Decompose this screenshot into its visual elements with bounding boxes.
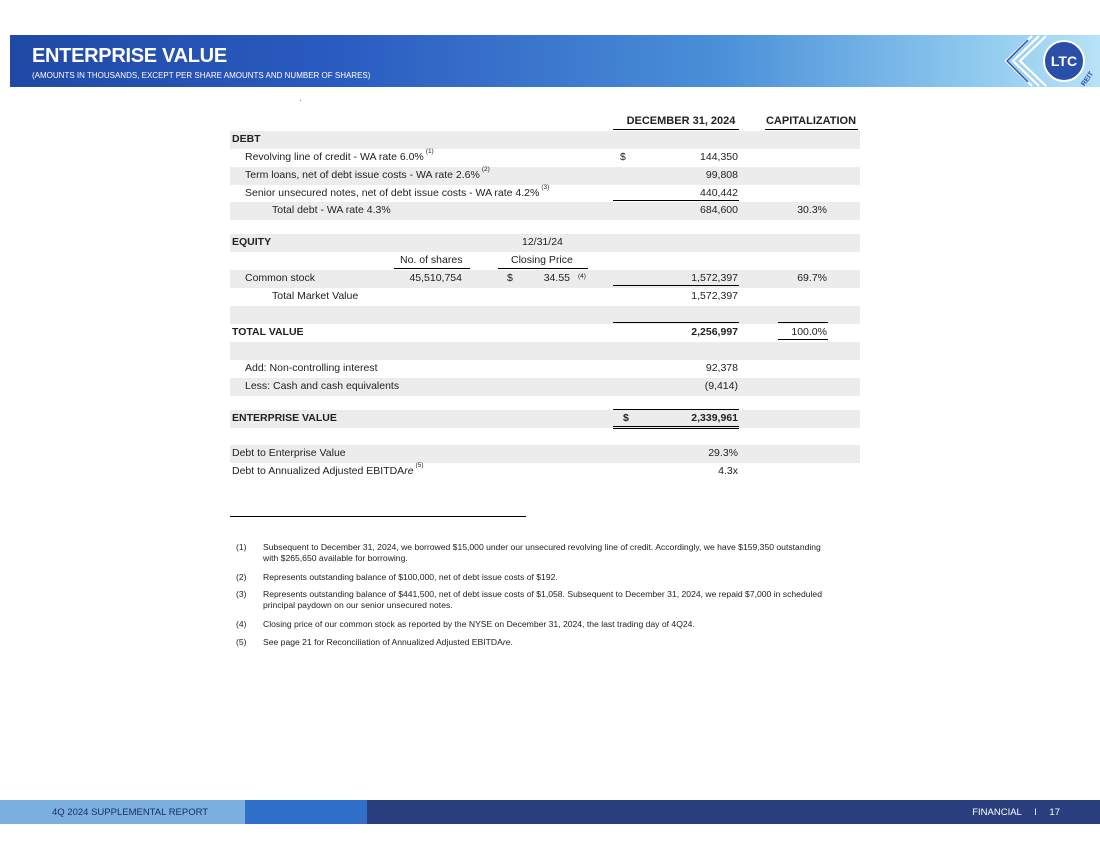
row-label-italic: re	[404, 465, 414, 477]
spacer-row	[230, 306, 860, 324]
row-label: Senior unsecured notes, net of debt issue costs - WA rate 4.2%	[245, 187, 540, 199]
page-subtitle: (AMOUNTS IN THOUSANDS, EXCEPT PER SHARE AMOUNTS AND NUMBER OF SHARES)	[32, 71, 371, 80]
header-underline-date	[613, 129, 739, 130]
common-stock-row	[230, 270, 860, 288]
subtotal-rule	[613, 285, 739, 286]
footnote-number: (3)	[236, 589, 247, 599]
total-market-row	[230, 288, 860, 306]
header-banner	[10, 35, 1100, 87]
row-value: 684,600	[700, 204, 738, 216]
row-label: Common stock	[245, 272, 316, 284]
ltc-logo-icon	[992, 30, 1100, 92]
price-header: Closing Price	[511, 254, 573, 266]
row-value: 144,350	[700, 151, 738, 163]
shares-header: No. of shares	[400, 254, 463, 266]
row-value: 1,572,397	[691, 290, 738, 302]
col-header-date: DECEMBER 31, 2024	[626, 115, 736, 127]
spacer-row	[230, 342, 860, 360]
row-label: Debt to Annualized Adjusted EBITDA	[232, 465, 405, 477]
row-value: 4.3x	[718, 465, 738, 477]
row-value: 29.3%	[708, 447, 738, 459]
price-header-underline	[498, 268, 588, 269]
page-number: 17	[1049, 807, 1060, 818]
row-value: 1,572,397	[691, 272, 738, 284]
footnote-text: Closing price of our common stock as reported by the NYSE on December 31, 2024, the last trading day of 4Q24.	[263, 619, 695, 629]
row-value: (9,414)	[704, 380, 738, 392]
logo-text: LTC	[1050, 53, 1078, 69]
table-row	[230, 149, 860, 167]
footnote-ref: (5)	[415, 462, 424, 469]
footnote-text-italic: re	[502, 637, 511, 647]
debt-label: DEBT	[232, 133, 261, 145]
footer-separator: I	[1034, 807, 1037, 818]
footnote-text-wrap	[263, 637, 836, 648]
enterprise-value-row	[230, 410, 860, 428]
shares-header-underline	[394, 268, 470, 269]
footer-report-name: 4Q 2024 SUPPLEMENTAL REPORT	[52, 807, 209, 818]
row-cap: 30.3%	[797, 204, 827, 216]
page-title: ENTERPRISE VALUE	[32, 45, 227, 67]
row-label: Term loans, net of debt issue costs - WA rate 2.6%	[245, 169, 480, 181]
add-nci-row	[230, 360, 860, 378]
footer-page-info	[972, 807, 1060, 818]
row-value: 2,256,997	[691, 326, 738, 338]
price-value: 34.55	[543, 272, 570, 284]
footnote-ref: (4)	[578, 273, 586, 280]
col-header-capitalization: CAPITALIZATION	[765, 115, 857, 127]
row-label: ENTERPRISE VALUE	[232, 412, 337, 424]
footnote-ref: (2)	[481, 166, 490, 173]
footnote-number: (2)	[236, 572, 247, 582]
currency-sign: $	[623, 412, 629, 424]
table-row	[230, 167, 860, 185]
equity-label: EQUITY	[232, 236, 272, 248]
cap-total-rule-top	[778, 322, 828, 323]
footnote-text: Subsequent to December 31, 2024, we borrowed $15,000 under our unsecured revolving line of credit. Accordingly, we have $159,350 outstanding with $265,650 available for borrowing.	[263, 542, 821, 563]
decorative-dot	[300, 100, 301, 101]
debt-to-ebitda-row	[230, 463, 860, 481]
row-label: Less: Cash and cash equivalents	[245, 380, 400, 392]
total-debt-row	[230, 202, 860, 220]
row-label: Add: Non-controlling interest	[245, 362, 378, 374]
subtotal-rule	[613, 200, 739, 201]
footer-bar	[0, 800, 1100, 824]
row-label: Revolving line of credit - WA rate 6.0%	[245, 151, 424, 163]
footer-section: FINANCIAL	[972, 807, 1022, 818]
equity-date: 12/31/24	[522, 236, 563, 248]
currency-sign: $	[507, 272, 513, 284]
table-row	[230, 185, 860, 203]
row-cap: 69.7%	[797, 272, 827, 284]
total-value-row	[230, 324, 860, 342]
row-label: Total Market Value	[272, 290, 359, 302]
debt-to-ev-row	[230, 445, 860, 463]
row-label: Total debt - WA rate 4.3%	[272, 204, 391, 216]
equity-section-row	[230, 234, 860, 252]
footnote-ref: (1)	[425, 148, 434, 155]
row-value: 99,808	[705, 169, 738, 181]
row-label: Debt to Enterprise Value	[232, 447, 346, 459]
total-rule	[613, 322, 739, 323]
ev-double-rule	[613, 426, 739, 429]
footnote-text: Represents outstanding balance of $100,000, net of debt issue costs of $192.	[263, 572, 558, 582]
footnote-text: See page 21 for Reconciliation of Annualized Adjusted EBITDA	[263, 637, 503, 647]
row-value: 92,378	[705, 362, 738, 374]
cap-total-rule-bottom	[778, 339, 828, 340]
footnote-number: (4)	[236, 619, 247, 629]
row-label: TOTAL VALUE	[232, 326, 304, 338]
header-underline-cap	[765, 129, 858, 130]
shares-value: 45,510,754	[409, 272, 462, 284]
row-value: 440,442	[700, 187, 738, 199]
logo-sub-text: REIT	[1080, 70, 1096, 88]
footnote-text: Represents outstanding balance of $441,500, net of debt issue costs of $1,058. Subsequent to December 31, 2024, we repaid $7,000 in scheduled principal paydown on our senior unsecured notes.	[263, 589, 822, 610]
row-value: 2,339,961	[691, 412, 738, 424]
footnote-divider	[230, 516, 526, 517]
footnote-number: (5)	[236, 637, 247, 647]
currency-sign: $	[620, 151, 626, 163]
row-cap: 100.0%	[791, 326, 827, 338]
footer-accent-mid	[245, 800, 367, 824]
footnote-number: (1)	[236, 542, 247, 552]
footnote-text-end: .	[510, 637, 513, 647]
debt-section-row	[230, 131, 860, 149]
footnote-ref: (3)	[541, 184, 550, 191]
less-cash-row	[230, 378, 860, 396]
